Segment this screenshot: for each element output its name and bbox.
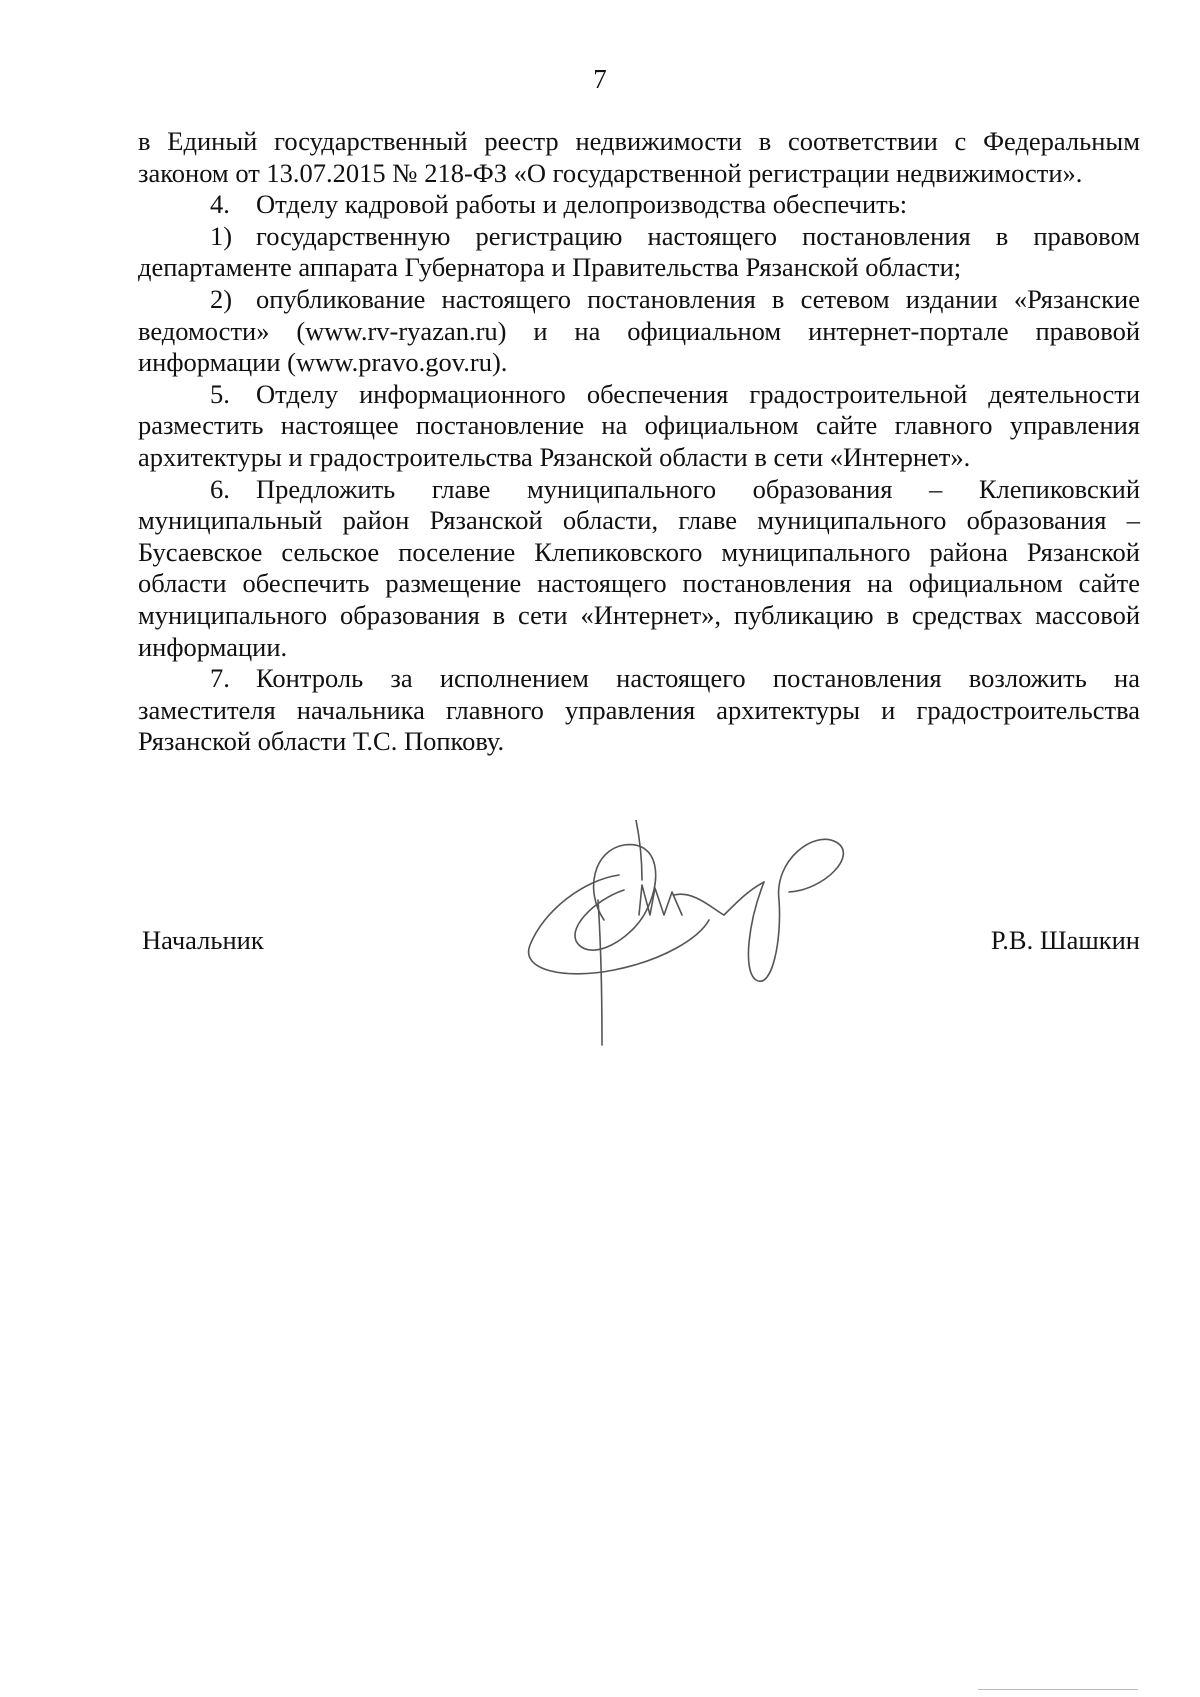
item-number: 1) [210,220,233,251]
document-body [138,126,1140,758]
item-number: 7. [210,663,230,694]
item-number: 4. [210,189,230,220]
paragraph-continuation: в Единый государственный реестр недвижимости в соответствии с Федеральным законом от 13.07.2015 № 218-ФЗ «О государственной регистрации недвижимости». [138,126,1140,188]
item-number: 5. [210,378,230,409]
paragraph-item-6 [138,474,1140,664]
bottom-line [978,1689,1138,1690]
paragraph-item-4 [138,189,1140,221]
paragraph-text: государственную регистрацию настоящего постановления в правовом департаменте аппарата Губернатора и Правительства Рязанской области; [138,220,1140,283]
item-number: 2) [210,283,233,314]
paragraph-item-5 [138,379,1140,474]
paragraph-text: опубликование настоящего постановления в сетевом издании «Рязанские ведомости» (www.rv-ryazan.ru) и на официальном интернет-портале правовой информации (www.pravo.gov.ru). [138,283,1140,378]
paragraph-text: Контроль за исполнением настоящего постановления возложить на заместителя начальника главного управления архитектуры и градостроительства Рязанской области Т.С. Попкову. [138,663,1140,757]
paragraph-subitem-1 [138,221,1140,284]
handwritten-signature [524,820,904,1050]
paragraph-subitem-2 [138,284,1140,379]
signatory-name: Р.В. Шашкин [990,925,1140,955]
item-number: 6. [210,473,230,504]
paragraph-text: Предложить главе муниципального образования – Клепиковский муниципальный район Рязанской области, главе муниципального образования – Бусаевское сельское поселение Клепиковского муниципального района Рязанской области обеспечить размещение настоящего постановления на официальном сайте муниципального образования в сети «Интернет», публикацию в средствах массовой информации. [138,473,1140,662]
signatory-position: Начальник [142,925,264,955]
paragraph-text: Отделу кадровой работы и делопроизводства обеспечить: [256,189,908,220]
paragraph-item-7 [138,663,1140,758]
paragraph-text: Отделу информационного обеспечения градостроительной деятельности разместить настоящее постановление на официальном сайте главного управления архитектуры и градостроительства Рязанской области в сети «Интернет». [138,378,1140,472]
page-number: 7 [593,64,607,94]
